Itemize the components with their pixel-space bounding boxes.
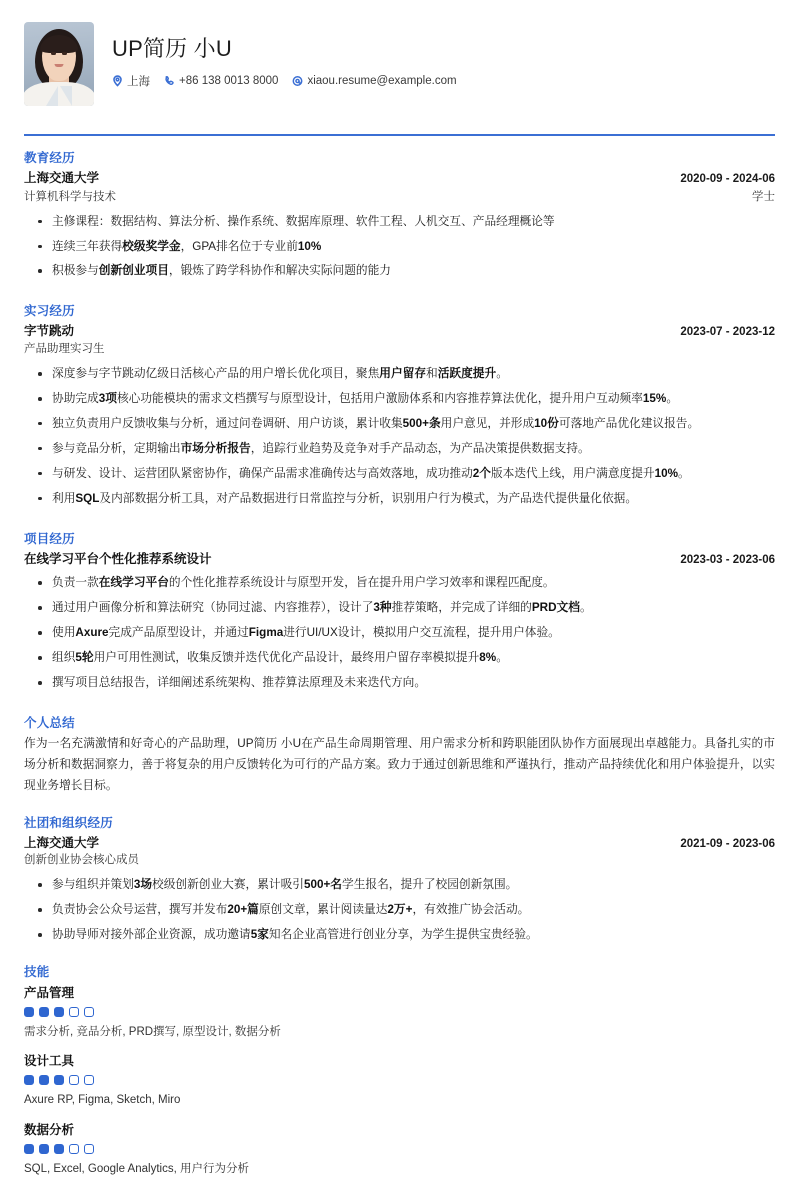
section-title-internship: 实习经历 <box>24 304 75 319</box>
photo-eye-left <box>51 52 56 55</box>
section-summary <box>24 713 775 796</box>
skill-entry <box>24 1120 775 1178</box>
photo-shirt <box>24 82 94 106</box>
skill-dot-empty <box>69 1075 79 1085</box>
project-entry <box>24 550 775 694</box>
education-entry-row-1 <box>24 169 775 188</box>
club-entry-row-1 <box>24 834 775 853</box>
header-text-block <box>112 22 466 89</box>
bullet-item: 参与竞品分析，定期输出市场分析报告，追踪行业趋势及竞争对手产品动态，为产品决策提供数据支持。 <box>24 440 775 459</box>
club-role: 创新创业协会核心成员 <box>24 854 139 867</box>
internship-entry <box>24 322 775 508</box>
internship-date: 2023-07 - 2023-12 <box>680 326 775 339</box>
education-major: 计算机科学与技术 <box>24 190 116 203</box>
phone-icon <box>164 75 175 87</box>
skill-dot-filled <box>54 1007 64 1017</box>
skill-dot-empty <box>69 1144 79 1154</box>
photo-eye-right <box>62 52 67 55</box>
skill-dot-filled <box>54 1075 64 1085</box>
skill-dot-empty <box>84 1007 94 1017</box>
contact-phone <box>164 75 278 87</box>
internship-role: 产品助理实习生 <box>24 343 105 356</box>
bullet-item: 通过用户画像分析和算法研究（协同过滤、内容推荐），设计了3种推荐策略，并完成了详细的PRD文档。 <box>24 599 775 618</box>
bullet-item: 与研发、设计、运营团队紧密协作，确保产品需求准确传达与高效落地，成功推动2个版本迭代上线，用户满意度提升10%。 <box>24 465 775 484</box>
photo-collar-right <box>60 86 72 106</box>
education-date: 2020-09 - 2024-06 <box>680 173 775 185</box>
bullet-item: 组织5轮用户可用性测试，收集反馈并迭代优化产品设计，最终用户留存率模拟提升8%。 <box>24 649 775 668</box>
skill-dot-filled <box>39 1144 49 1154</box>
internship-bullets <box>24 365 775 509</box>
education-entry <box>24 169 775 281</box>
summary-text: 作为一名充满激情和好奇心的产品助理，UP简历 小U在产品生命周期管理、用户需求分析和跨职能团队协作方面展现出卓越能力。具备扎实的市场分析和数据洞察力，善于将复杂的用户反馈转化为可行的产品方案。致力于通过创新思维和严谨执行，推动产品持续优化和用户体验提升，以实现业务增长目标。 <box>24 737 775 792</box>
skill-name: 数据分析 <box>24 1122 75 1137</box>
project-date: 2023-03 - 2023-06 <box>680 553 775 566</box>
section-education <box>24 148 775 281</box>
contact-phone-text: +86 138 0013 8000 <box>179 75 279 88</box>
section-skills <box>24 962 775 1178</box>
skill-level-dots <box>24 1007 775 1017</box>
skill-dot-empty <box>84 1075 94 1085</box>
bullet-item: 参与组织并策划3场校级创新创业大赛，累计吸引500+名学生报名，提升了校园创新氛围。 <box>24 876 775 895</box>
internship-company: 字节跳动 <box>24 324 75 339</box>
project-name: 在线学习平台个性化推荐系统设计 <box>24 551 212 566</box>
location-pin-icon <box>112 75 123 87</box>
bullet-item: 负责协会公众号运营，撰写并发布20+篇原创文章，累计阅读量达2万+，有效推广协会活动。 <box>24 901 775 920</box>
skills-container <box>24 983 775 1178</box>
bullet-item: 负责一款在线学习平台的个性化推荐系统设计与原型开发，旨在提升用户学习效率和课程匹配度。 <box>24 574 775 593</box>
project-bullets <box>24 574 775 693</box>
contact-location-text: 上海 <box>127 76 150 89</box>
section-title-summary: 个人总结 <box>24 716 75 731</box>
skill-dot-filled <box>54 1144 64 1154</box>
section-title-club: 社团和组织经历 <box>24 815 113 830</box>
skill-entry <box>24 983 775 1041</box>
bullet-item: 积极参与创新创业项目，锻炼了跨学科协作和解决实际问题的能力 <box>24 262 775 281</box>
contact-list <box>112 73 466 89</box>
section-club <box>24 813 775 945</box>
education-entry-row-2 <box>24 188 775 207</box>
skill-dot-filled <box>39 1007 49 1017</box>
skill-dot-filled <box>24 1144 34 1154</box>
skill-dot-filled <box>39 1075 49 1085</box>
skill-name: 设计工具 <box>24 1054 75 1069</box>
internship-entry-row-1 <box>24 322 775 341</box>
section-title-education: 教育经历 <box>24 151 75 165</box>
section-title-skills: 技能 <box>24 965 50 980</box>
skill-item-list: Axure RP, Figma, Sketch, Miro <box>24 1094 181 1107</box>
bullet-item: 使用Axure完成产品原型设计，并通过Figma进行UI/UX设计，模拟用户交互流程，提升用户体验。 <box>24 624 775 643</box>
bullet-item: 主修课程：数据结构、算法分析、操作系统、数据库原理、软件工程、人机交互、产品经理概论等 <box>24 213 775 232</box>
skill-dot-empty <box>69 1007 79 1017</box>
skill-level-dots <box>24 1144 775 1154</box>
section-internship <box>24 301 775 508</box>
education-bullets <box>24 213 775 282</box>
club-entry <box>24 834 775 945</box>
skill-level-dots <box>24 1075 775 1085</box>
skill-dot-filled <box>24 1007 34 1017</box>
bullet-item: 撰写项目总结报告，详细阐述系统架构、推荐算法原理及未来迭代方向。 <box>24 674 775 693</box>
skill-dot-empty <box>84 1144 94 1154</box>
skill-dot-filled <box>24 1075 34 1085</box>
bullet-item: 协助导师对接外部企业资源，成功邀请5家知名企业高管进行创业分享，为学生提供宝贵经验。 <box>24 926 775 945</box>
resume-header <box>24 22 775 112</box>
section-project <box>24 529 775 694</box>
skill-item-list: SQL, Excel, Google Analytics, 用户行为分析 <box>24 1162 249 1175</box>
contact-location <box>112 73 150 89</box>
bullet-item: 利用SQL及内部数据分析工具，对产品数据进行日常监控与分析，识别用户行为模式，为产品迭代提供量化依据。 <box>24 490 775 509</box>
club-bullets <box>24 876 775 945</box>
skill-item-list: 需求分析, 竞品分析, PRD撰写, 原型设计, 数据分析 <box>24 1026 281 1039</box>
email-at-icon <box>292 75 303 87</box>
club-org: 上海交通大学 <box>24 835 100 850</box>
project-entry-row-1 <box>24 550 775 569</box>
skill-entry <box>24 1051 775 1109</box>
photo-collar-left <box>46 86 58 106</box>
club-date: 2021-09 - 2023-06 <box>680 837 775 850</box>
education-degree: 学士 <box>752 190 775 203</box>
skill-name: 产品管理 <box>24 986 75 1001</box>
header-divider <box>24 134 775 136</box>
contact-email-text: xiaou.resume@example.com <box>307 75 457 88</box>
education-school: 上海交通大学 <box>24 171 100 185</box>
candidate-name: UP简历 小U <box>112 36 232 61</box>
bullet-item: 深度参与字节跳动亿级日活核心产品的用户增长优化项目，聚焦用户留存和活跃度提升。 <box>24 365 775 384</box>
contact-email <box>292 75 456 87</box>
bullet-item: 协助完成3项核心功能模块的需求文档撰写与原型设计，包括用户激励体系和内容推荐算法优化，提升用户互动频率15%。 <box>24 390 775 409</box>
bullet-item: 独立负责用户反馈收集与分析，通过问卷调研、用户访谈，累计收集500+条用户意见，并形成10份可落地产品优化建议报告。 <box>24 415 775 434</box>
bullet-item: 连续三年获得校级奖学金，GPA排名位于专业前10% <box>24 238 775 257</box>
profile-photo <box>24 22 94 106</box>
section-title-project: 项目经历 <box>24 531 75 546</box>
